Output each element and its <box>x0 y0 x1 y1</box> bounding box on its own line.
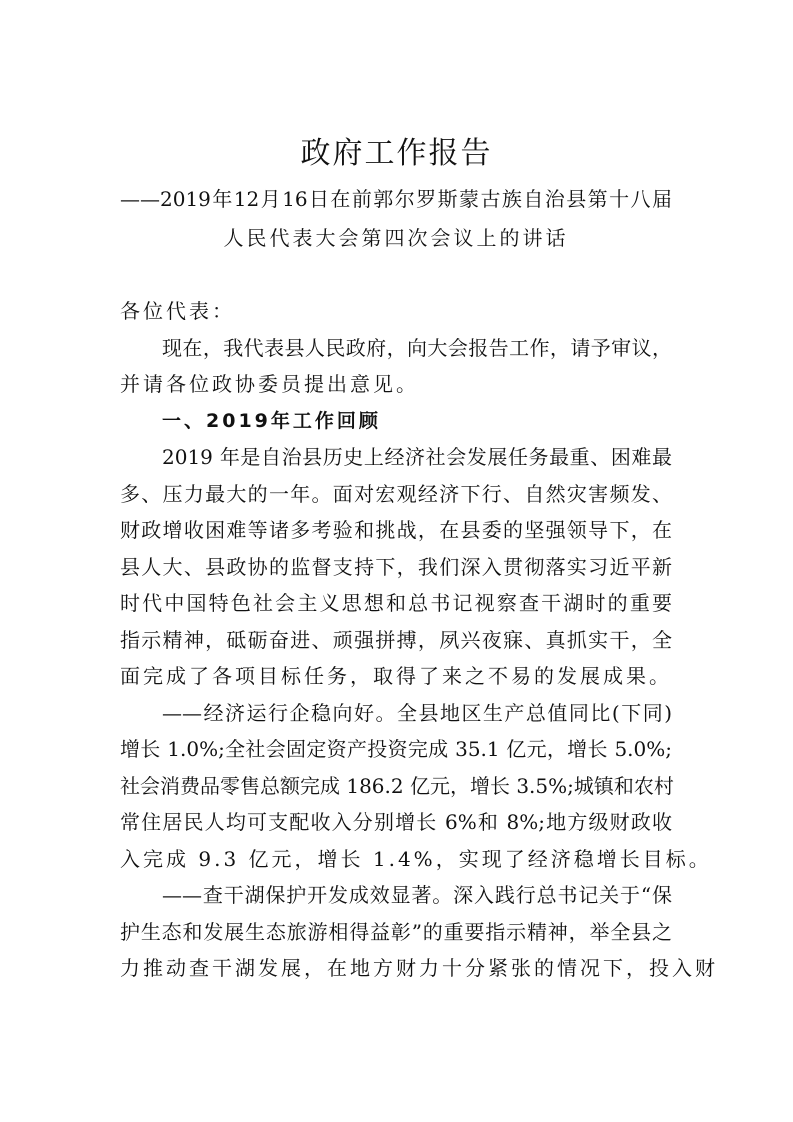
text-line: 指示精神，砥砺奋进、顽强拼搏，夙兴夜寐、真抓实干，全 <box>120 627 672 652</box>
text-line: ——查干湖保护开发成效显著。深入践行总书记关于“保 <box>162 883 672 907</box>
text-line: 常住居民人均可支配收入分别增长 6%和 8%;地方级财政收 <box>120 810 672 834</box>
text-line: 增长 1.0%;全社会固定资产投资完成 35.1 亿元，增长 5.0%; <box>120 737 672 761</box>
paragraph <box>120 695 712 878</box>
paragraph <box>120 877 718 987</box>
text-line: 力推动查干湖发展，在地方财力十分紧张的情况下，投入财 <box>120 956 718 980</box>
section-heading <box>120 403 672 440</box>
text-line: 并请各位政协委员提出意见。 <box>120 372 419 396</box>
text-line: 县人大、县政协的监督支持下，我们深入贯彻落实习近平新 <box>120 554 672 579</box>
text-line: 时代中国特色社会主义思想和总书记视察查干湖时的重要 <box>120 591 672 615</box>
subtitle-line-2: 人民代表大会第四次会议上的讲话 <box>223 226 569 250</box>
text-line: 入完成 9.3 亿元，增长 1.4%，实现了经济稳增长目标。 <box>120 846 712 871</box>
text-line: ——经济运行企稳向好。全县地区生产总值同比(下同) <box>162 700 672 725</box>
paragraph <box>120 330 672 403</box>
text-line: 2019 年是自治县历史上经济社会发展任务最重、困难最 <box>162 445 672 469</box>
text-line: 多、压力最大的一年。面对宏观经济下行、自然灾害频发、 <box>120 481 672 506</box>
text-line: 护生态和发展生态旅游相得益彰”的重要指示精神，举全县之 <box>120 919 672 944</box>
paragraphs <box>120 330 718 987</box>
text-line: 财政增收困难等诸多考验和挑战，在县委的坚强领导下，在 <box>120 518 672 542</box>
document-title: 政府工作报告 <box>300 136 493 171</box>
text-line: 面完成了各项目标任务，取得了来之不易的发展成果。 <box>120 664 672 688</box>
text-line: 现在，我代表县人民政府，向大会报告工作，请予审议， <box>162 335 672 360</box>
paragraph <box>120 439 672 695</box>
text-line: 一、2019年工作回顾 <box>162 409 381 432</box>
document-body <box>120 293 718 987</box>
salutation: 各位代表： <box>120 299 235 323</box>
subtitle-line-1: ——2019年12月16日在前郭尔罗斯蒙古族自治县第十八届 <box>120 187 672 211</box>
text-line: 社会消费品零售总额完成 186.2 亿元，增长 3.5%;城镇和农村 <box>120 773 674 798</box>
